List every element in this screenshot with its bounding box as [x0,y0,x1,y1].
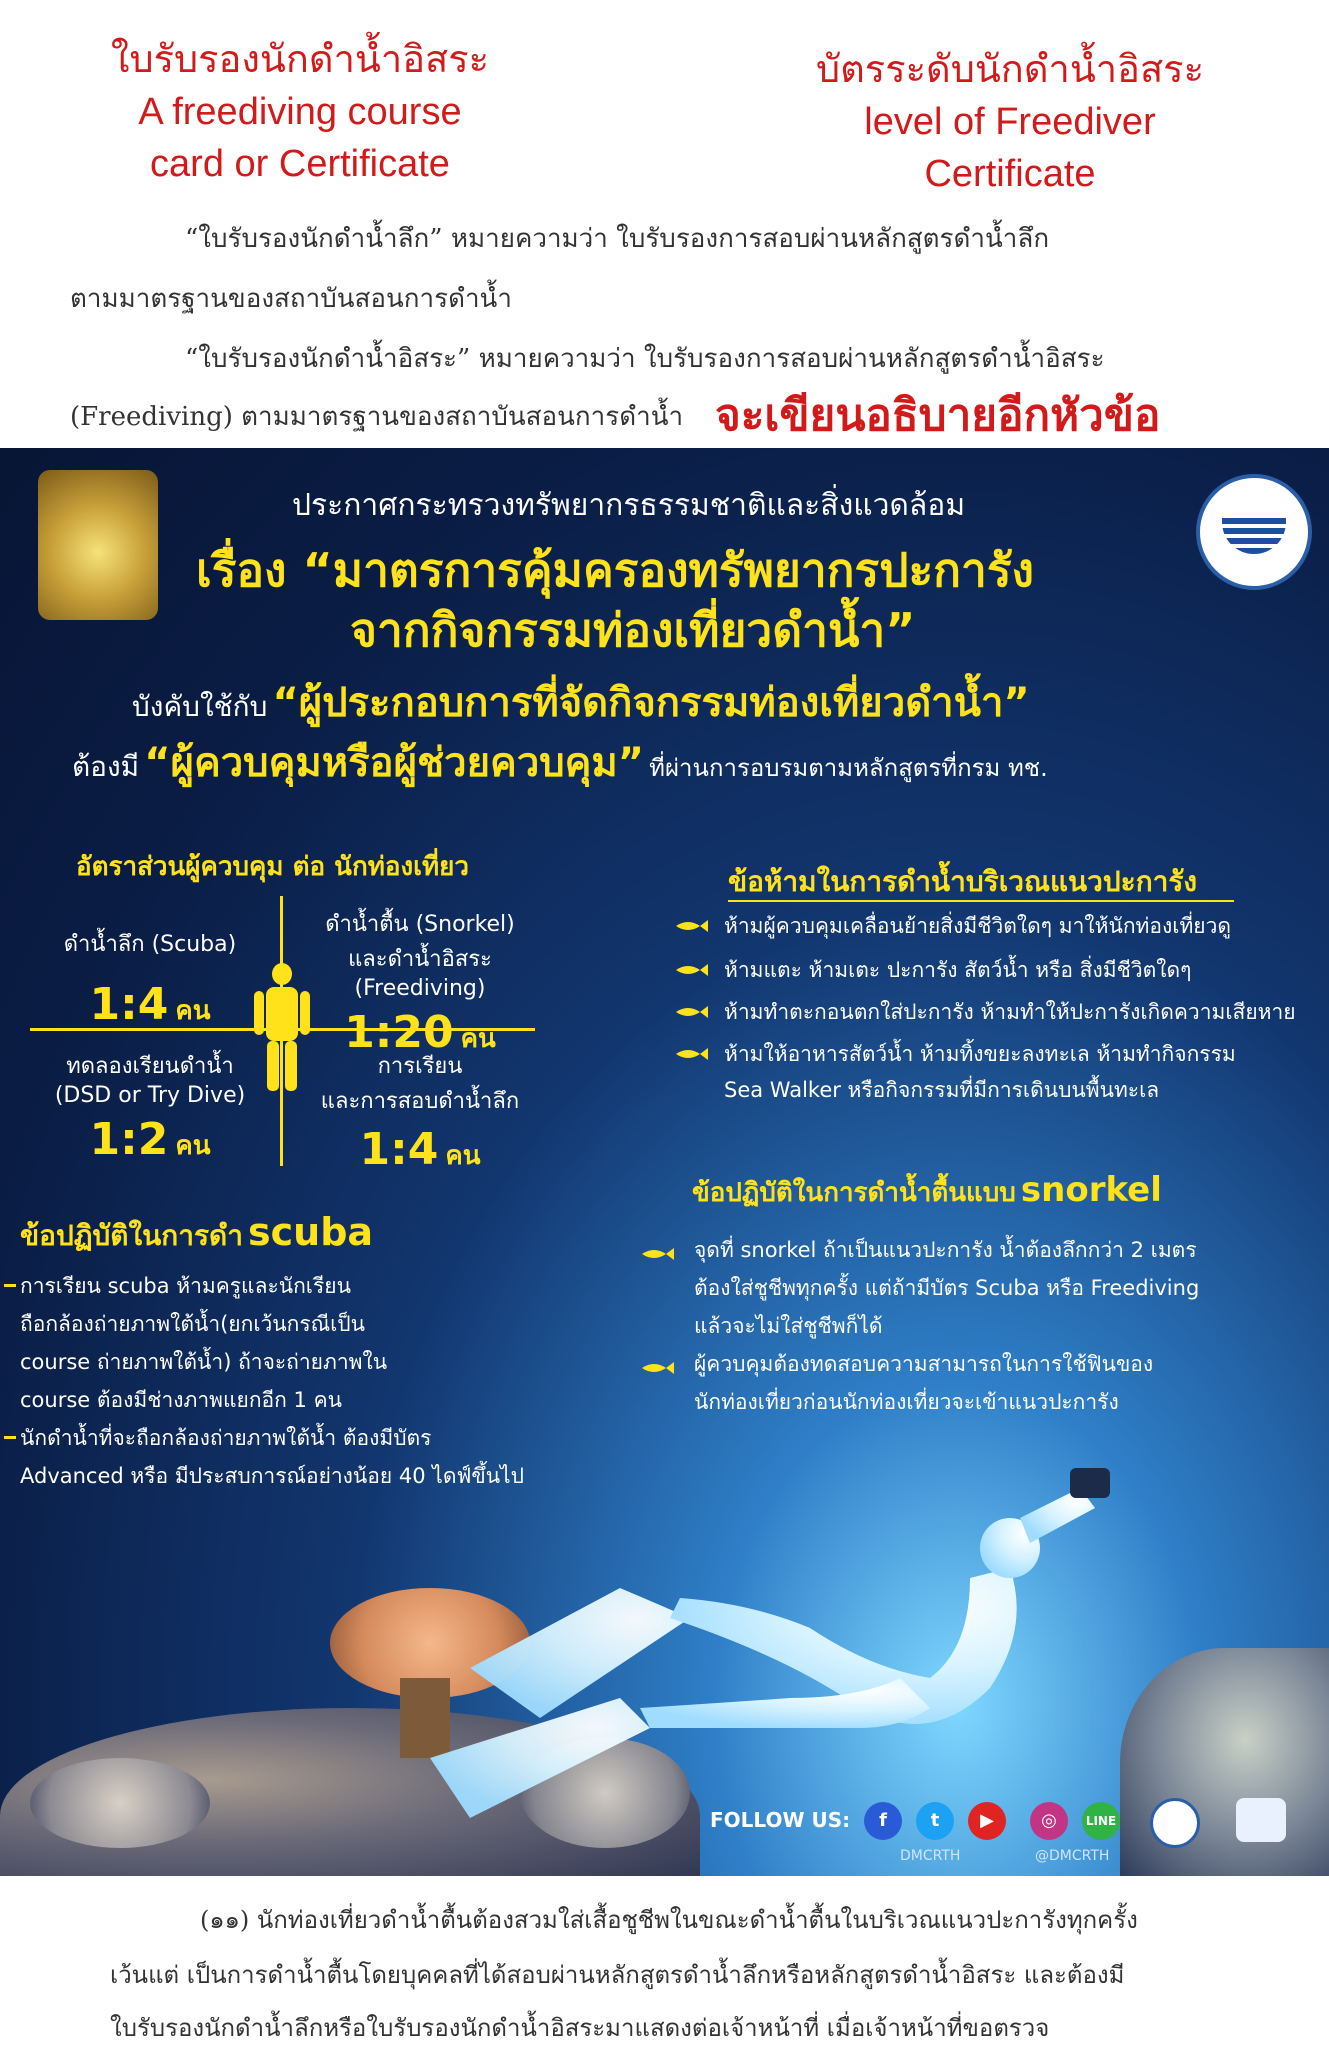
ratio-label: ดำน้ำตื้น (Snorkel) [325,912,515,937]
ratio-unit: คน [175,1131,211,1161]
ratio-cell-snorkel [300,906,540,1059]
coral-poster [0,448,1329,1876]
apply-prefix: บังคับใช้กับ [132,690,268,723]
ministry-emblem-icon [38,470,158,620]
ratio-cell-dsd [40,1048,260,1166]
department-logo-icon [1196,474,1312,590]
scuba-title-th: ข้อปฏิบัติในการดำ [20,1219,243,1252]
prohibit-title: ข้อห้ามในการดำน้ำบริเวณแนวปะการัง [728,865,1198,898]
ratio-value: 1:20 [344,1007,454,1058]
coral-reef-right-image [1120,1648,1329,1876]
twitter-icon[interactable]: t [916,1802,954,1840]
poster-title-line2: จากกิจกรรมท่องเที่ยวดำน้ำ” [350,603,916,657]
ratio-label: และดำน้ำอิสระ (Freediving) [348,947,492,1001]
snorkel-item: แล้วจะไม่ใส่ชูชีพก็ได้ [694,1314,883,1338]
must-bold: “ผู้ควบคุมหรือผู้ช่วยควบคุม” [144,740,645,786]
poster-title-line1: เรื่อง “มาตรการคุ้มครองทรัพยากรปะการัง [196,543,1034,597]
must-prefix: ต้องมี [72,750,140,783]
right-annotation-line: level of Freediver [864,101,1156,143]
fish-bullet-icon [674,918,708,932]
ratio-cell-scuba [40,926,260,1031]
scuba-item: course ต้องมีช่างภาพแยกอีก 1 คน [20,1388,342,1412]
ratio-value: 1:4 [359,1124,439,1175]
freediver-image [430,1428,1150,1848]
clause-line: (๑๑) นักท่องเที่ยวดำน้ำตื้นต้องสวมใส่เสื้อชูชีพในขณะดำน้ำตื้นในบริเวณแนวปะการังทุกครั้ง [200,1906,1138,1934]
must-suffix: ที่ผ่านการอบรมตามหลักสูตรที่กรม ทช. [649,754,1048,782]
ratio-value: 1:2 [89,1114,169,1165]
scuba-item: นักดำน้ำที่จะถือกล้องถ่ายภาพใต้น้ำ ต้องมีบัตร [20,1426,432,1450]
ratio-label: ทดลองเรียนดำน้ำ [66,1054,234,1079]
ratio-label: การเรียน [377,1054,463,1079]
scuba-title [20,1210,373,1258]
fish-bullet-icon [640,1246,674,1260]
prohibit-item: Sea Walker หรือกิจกรรมที่มีการเดินบนพื้นทะเล [724,1078,1160,1102]
youtube-icon[interactable]: ▶ [968,1802,1006,1840]
scuba-title-en: scuba [248,1210,374,1254]
social-handle: @DMCRTH [1035,1848,1110,1864]
right-annotation-line: Certificate [924,153,1096,195]
left-annotation-line: ใบรับรองนักดำน้ำอิสระ [110,39,490,81]
definition-line: “ใบรับรองนักดำน้ำลึก” หมายความว่า ใบรับรองการสอบผ่านหลักสูตรดำน้ำลึก [185,224,1050,254]
facebook-icon[interactable]: f [864,1802,902,1840]
ratio-unit: คน [460,1024,496,1054]
prohibit-item: ห้ามทำตะกอนตกใส่ปะการัง ห้ามทำให้ปะการังเกิดความเสียหาย [724,1000,1296,1024]
ratio-unit: คน [175,996,211,1026]
definition-line: ตามมาตรฐานของสถาบันสอนการดำน้ำ [70,284,512,314]
ratio-value: 1:4 [89,979,169,1030]
fish-bullet-icon [674,1004,708,1018]
right-annotation-line: บัตรระดับนักดำน้ำอิสระ [816,49,1204,91]
partner-logo-icon [1236,1798,1286,1842]
ratio-label: และการสอบดำน้ำลึก [320,1089,520,1114]
instagram-icon[interactable]: ◎ [1030,1802,1068,1840]
definition-line: (Freediving) ตามมาตรฐานของสถาบันสอนการดำน้ำ [70,402,684,432]
snorkel-item: ผู้ควบคุมต้องทดสอบความสามารถในการใช้ฟินของ [694,1352,1154,1376]
prohibit-title-underline [728,900,1234,902]
definition-line: “ใบรับรองนักดำน้ำอิสระ” หมายความว่า ใบรับรองการสอบผ่านหลักสูตรดำน้ำอิสระ [185,344,1105,374]
department-small-logo-icon [1150,1798,1200,1848]
left-annotation-line: card or Certificate [150,143,450,185]
snorkel-title [692,1170,1162,1213]
line-icon[interactable]: LINE [1082,1802,1120,1840]
social-handle: DMCRTH [900,1848,961,1864]
ministry-heading: ประกาศกระทรวงทรัพยากรธรรมชาติและสิ่งแวดล้อม [292,488,966,523]
snorkel-item: ต้องใส่ชูชีพทุกครั้ง แต่ถ้ามีบัตร Scuba หรือ Freediving [694,1276,1200,1300]
scuba-item: ถือกล้องถ่ายภาพใต้น้ำ(ยกเว้นกรณีเป็น [20,1312,365,1336]
fish-bullet-icon [640,1360,674,1374]
apply-line [132,670,1030,734]
right-annotation [760,44,1260,200]
apply-bold: “ผู้ประกอบการที่จัดกิจกรรมท่องเที่ยวดำน้ำ” [272,680,1030,726]
clause-line: เว้นแต่ เป็นการดำน้ำตื้นโดยบุคคลที่ได้สอบผ่านหลักสูตรดำน้ำลึกหรือหลักสูตรดำน้ำอิสระ และต้องมี [110,1961,1125,1989]
ratio-cell-course [300,1048,540,1176]
scuba-item: course ถ่ายภาพใต้น้ำ) ถ้าจะถ่ายภาพใน [20,1350,388,1374]
red-inline-note: จะเขียนอธิบายอีกหัวข้อ [715,391,1161,440]
prohibit-item: ห้ามแตะ ห้ามเตะ ปะการัง สัตว์น้ำ หรือ สิ่งมีชีวิตใดๆ [724,958,1192,982]
ratio-title: อัตราส่วนผู้ควบคุม ต่อ นักท่องเที่ยว [76,852,469,882]
left-annotation [40,34,560,190]
scuba-item: Advanced หรือ มีประสบการณ์อย่างน้อย 40 ไดฟ์ขึ้นไป [20,1464,524,1488]
clause-line: ใบรับรองนักดำน้ำลึกหรือใบรับรองนักดำน้ำอิสระมาแสดงต่อเจ้าหน้าที่ เมื่อเจ้าหน้าที่ขอตรวจ [110,2014,1050,2042]
prohibit-item: ห้ามให้อาหารสัตว์น้ำ ห้ามทิ้งขยะลงทะเล ห้ามทำกิจกรรม [724,1042,1236,1066]
ratio-label: (DSD or Try Dive) [54,1083,246,1108]
bullet-dash-icon [4,1284,16,1287]
snorkel-item: นักท่องเที่ยวก่อนนักท่องเที่ยวจะเข้าแนวปะการัง [694,1390,1119,1414]
fish-bullet-icon [674,962,708,976]
ratio-label: ดำน้ำลึก (Scuba) [63,932,237,957]
ratio-unit: คน [445,1141,481,1171]
snorkel-title-en: snorkel [1020,1170,1162,1210]
prohibit-item: ห้ามผู้ควบคุมเคลื่อนย้ายสิ่งมีชีวิตใดๆ มาให้นักท่องเที่ยวดู [724,914,1232,938]
follow-us-label: FOLLOW US: [710,1808,851,1832]
snorkel-title-th: ข้อปฏิบัติในการดำน้ำตื้นแบบ [692,1178,1016,1208]
scuba-item: การเรียน scuba ห้ามครูและนักเรียน [20,1274,351,1298]
bullet-dash-icon [4,1436,16,1439]
must-line [72,730,1048,794]
snorkel-item: จุดที่ snorkel ถ้าเป็นแนวปะการัง น้ำต้องลึกกว่า 2 เมตร [694,1238,1197,1262]
fish-bullet-icon [674,1046,708,1060]
left-annotation-line: A freediving course [138,91,462,133]
